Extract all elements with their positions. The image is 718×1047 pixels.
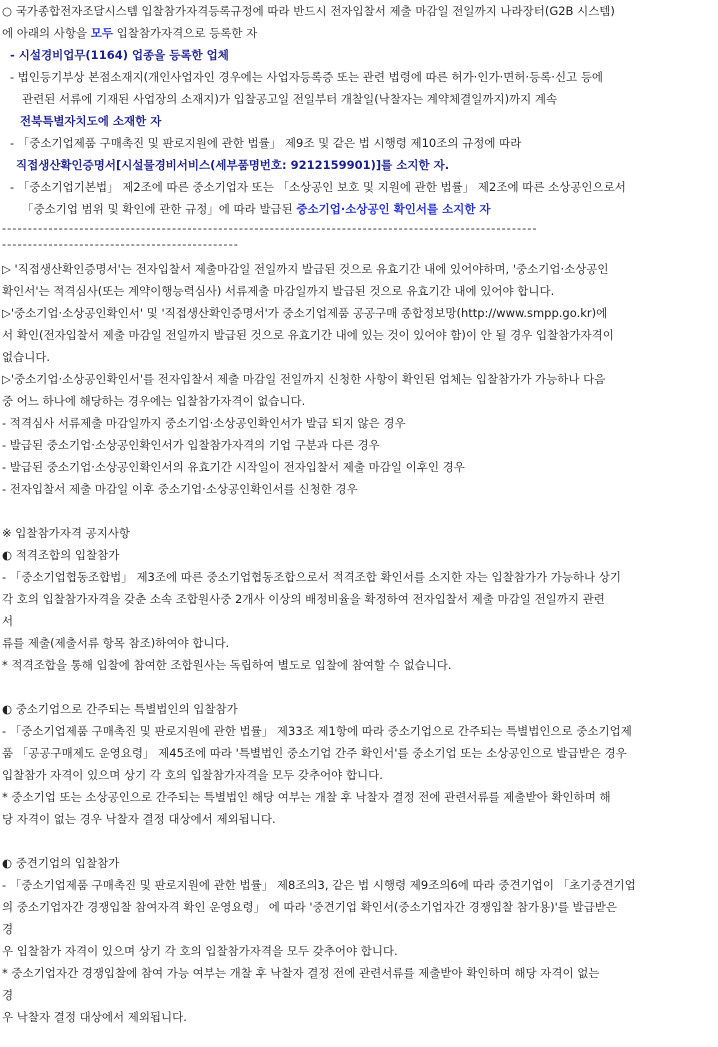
note-smpp-line-1: ▷'중소기업·소상공인확인서' 및 '직접생산확인증명서'가 중소기업제품 공공구매 종합정보망(http://www.smpp.go.kr)에 bbox=[2, 306, 608, 320]
intro-line-2 bbox=[2, 22, 718, 44]
intro-line-2-a: 에 아래의 사항을 bbox=[2, 26, 91, 40]
note-application-line-2: 중 어느 하나에 해당하는 경우에는 입찰참가자격이 없습니다. bbox=[2, 394, 306, 408]
midsize-line-7: 우 낙찰자 결정 대상에서 제외됩니다. bbox=[2, 1010, 187, 1024]
union-line-4: 류를 제출(제출서류 항목 참조)하여야 합니다. bbox=[2, 636, 230, 650]
midsize-line-5: * 중소기업자간 경쟁입찰에 참여 가능 여부는 개찰 후 낙찰자 결정 전에 관련서류를 제출받아 확인하며 해당 자격이 없는 bbox=[2, 966, 600, 980]
disqualify-case-4: - 전자입찰서 제출 마감일 이후 중소기업·소상공인확인서를 신청한 경우 bbox=[2, 482, 358, 496]
note-smpp-line-2: 서 확인(전자입찰서 제출 마감일 전일까지 발급된 것으로 유효기간 내에 있는 것이 있어야 함)이 안 될 경우 입찰참가자격이 bbox=[2, 328, 614, 342]
midsize-line-3: 경 bbox=[2, 922, 14, 936]
req-security-business: - 시설경비업무(1164) 업종을 등록한 업체 bbox=[10, 48, 229, 62]
req-sme-line-2 bbox=[2, 198, 718, 220]
req-sme-line-1: - 「중소기업기본법」 제2조에 따른 중소기업자 또는 「소상공인 보호 및 지원에 관한 법률」 제2조에 따른 소상공인으로서 bbox=[10, 180, 626, 194]
intro-line-1: ○ 국가종합전자조달시스템 입찰참가자격등록규정에 따라 반드시 전자입찰서 제출 마감일 전일까지 나라장터(G2B 시스템) bbox=[2, 4, 615, 18]
note-smpp-line-3: 없습니다. bbox=[2, 350, 51, 364]
req-sme-emphasis: 중소기업·소상공인 확인서를 소지한 자 bbox=[296, 202, 491, 216]
special-corp-title: ◐ 중소기업으로 간주되는 특별법인의 입찰참가 bbox=[2, 702, 238, 716]
midsize-title: ◐ 중견기업의 입찰참가 bbox=[2, 856, 120, 870]
note-validity-line-1: ▷ '직접생산확인증명서'는 전자입찰서 제출마감일 전일까지 발급된 것으로 유효기간 내에 있어야하며, '중소기업·소상공인 bbox=[2, 262, 609, 276]
midsize-line-6: 경 bbox=[2, 988, 14, 1002]
req-sme-line-2-a: 「중소기업 범위 및 확인에 관한 규정」에 따라 발급된 bbox=[22, 202, 297, 216]
special-corp-line-2: 품 「공공구매제도 운영요령」 제45조에 따라 '특별법인 중소기업 간주 확인서'를 중소기업 또는 소상공인으로 발급받은 경우 bbox=[2, 746, 627, 760]
union-line-2: 각 호의 입찰참가자격을 갖춘 소속 조합원사중 2개사 이상의 배정비율을 확정하여 전자입찰서 제출 마감일 전일까지 관련 bbox=[2, 592, 605, 606]
note-application-line-1: ▷'중소기업·소상공인확인서'를 전자입찰서 제출 마감일 전일까지 신청한 사항이 확인된 업체는 입찰참가가 가능하나 다음 bbox=[2, 372, 606, 386]
union-line-3: 서 bbox=[2, 614, 14, 628]
special-corp-line-5: 당 자격이 없는 경우 낙찰자 결정 대상에서 제외됩니다. bbox=[2, 812, 276, 826]
req-direct-production-line-2: 직접생산확인증명서[시설물경비서비스(세부품명번호: 9212159901)]를 소지한 자. bbox=[16, 158, 450, 172]
disqualify-case-1: - 적격심사 서류제출 마감일까지 중소기업·소상공인확인서가 발급 되지 않은 경우 bbox=[2, 416, 406, 430]
intro-emphasis-all: 모두 bbox=[90, 26, 113, 40]
intro-line-2-c: 입찰참가자격으로 등록한 자 bbox=[112, 26, 258, 40]
midsize-line-1: - 「중소기업제품 구매촉진 및 판로지원에 관한 법률」 제8조의3, 같은 법 시행령 제9조의6에 따라 중견기업이 「초기중견기업 bbox=[2, 878, 636, 892]
union-line-1: - 「중소기업협동조합법」 제3조에 따른 중소기업협동조합으로서 적격조합 확인서를 소지한 자는 입찰참가가 가능하나 상기 bbox=[2, 570, 622, 584]
note-validity-line-2: 확인서'는 적격심사(또는 계약이행능력심사) 서류제출 마감일까지 발급된 것으로 유효기간 내에 있어야 합니다. bbox=[2, 284, 555, 298]
union-line-5: * 적격조합을 통해 입찰에 참여한 조합원사는 독립하여 별도로 입찰에 참여할 수 없습니다. bbox=[2, 658, 452, 672]
divider-line-2: ---------------------------------------------- bbox=[2, 237, 239, 251]
union-title: ◐ 적격조합의 입찰참가 bbox=[2, 548, 120, 562]
midsize-line-4: 우 입찰참가 자격이 있으며 상기 각 호의 입찰참가자격을 모두 갖추어야 합니다. bbox=[2, 944, 398, 958]
special-corp-line-4: * 중소기업 또는 소상공인으로 간주되는 특별법인 해당 여부는 개찰 후 낙찰자 결정 전에 관련서류를 제출받아 확인하며 해 bbox=[2, 790, 611, 804]
disqualify-case-2: - 발급된 중소기업·소상공인확인서가 입찰참가자격의 기업 구분과 다른 경우 bbox=[2, 438, 380, 452]
special-corp-line-1: - 「중소기업제품 구매촉진 및 판로지원에 관한 법률」 제33조 제1항에 따라 중소기업으로 간주되는 특별법인으로 중소기업제 bbox=[2, 724, 632, 738]
midsize-line-2: 의 중소기업자간 경쟁입찰 참여자격 확인 운영요령」 에 따라 '중견기업 확인서(중소기업자간 경쟁입찰 참가용)'를 발급받은 bbox=[2, 900, 617, 914]
req-direct-production-line-1: - 「중소기업제품 구매촉진 및 판로지원에 관한 법률」 제9조 및 같은 법 시행령 제10조의 규정에 따라 bbox=[10, 136, 522, 150]
req-location-line-2: 관련된 서류에 기재된 사업장의 소재지)가 입찰공고일 전일부터 개찰일(낙찰자는 계약체결일까지)까지 계속 bbox=[22, 92, 558, 106]
section-title-notices: ※ 입찰참가자격 공지사항 bbox=[2, 526, 131, 540]
divider-line-1: -------------------------------------------------------------------------------------------------------- bbox=[2, 221, 538, 235]
disqualify-case-3: - 발급된 중소기업·소상공인확인서의 유효기간 시작일이 전자입찰서 제출 마감일 이후인 경우 bbox=[2, 460, 465, 474]
req-location-line-3: 전북특별자치도에 소재한 자 bbox=[20, 114, 162, 128]
special-corp-line-3: 입찰참가 자격이 있으며 상기 각 호의 입찰참가자격을 모두 갖추어야 합니다. bbox=[2, 768, 383, 782]
req-location-line-1: - 법인등기부상 본점소재지(개인사업자인 경우에는 사업자등록증 또는 관련 법령에 따른 허가·인가·면허·등록·신고 등에 bbox=[10, 70, 604, 84]
